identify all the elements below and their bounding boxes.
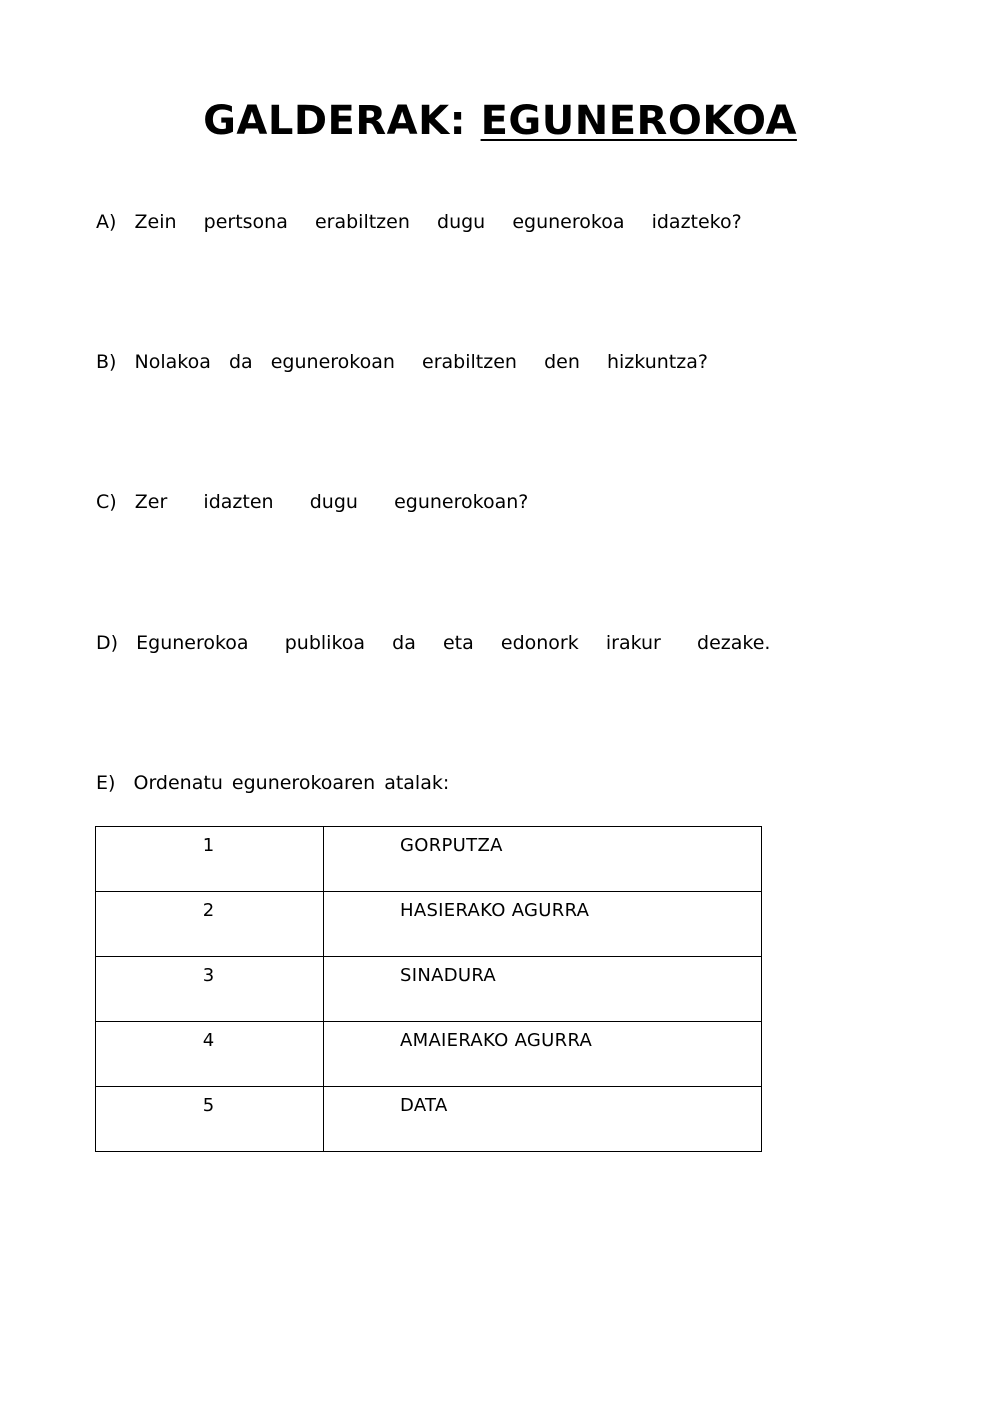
row-label-cell — [324, 827, 762, 892]
title-prefix: GALDERAK: — [203, 98, 467, 144]
table-row — [96, 1022, 762, 1087]
table-row — [96, 827, 762, 892]
row-label: HASIERAKO AGURRA — [400, 900, 590, 921]
title-topic: EGUNEROKOA — [480, 98, 797, 144]
row-number: 4 — [202, 1030, 215, 1051]
row-number: 3 — [202, 965, 215, 986]
row-number-cell — [96, 1087, 324, 1152]
row-label-cell — [324, 892, 762, 957]
question-a: A) Zein pertsona erabiltzen dugu egunerokoa idazteko? — [96, 211, 742, 233]
row-number: 1 — [202, 835, 215, 856]
row-number-cell — [96, 827, 324, 892]
row-label: GORPUTZA — [400, 835, 503, 856]
row-label: AMAIERAKO AGURRA — [400, 1030, 593, 1051]
row-label-cell — [324, 957, 762, 1022]
row-label-cell — [324, 1087, 762, 1152]
row-number-cell — [96, 1022, 324, 1087]
table-row — [96, 1087, 762, 1152]
question-d: D) Egunerokoa publikoa da eta edonork irakur dezake. — [96, 632, 771, 654]
question-c: C) Zer idazten dugu egunerokoan? — [96, 491, 529, 513]
question-b: B) Nolakoa da egunerokoan erabiltzen den hizkuntza? — [96, 351, 708, 373]
row-label: DATA — [400, 1095, 448, 1116]
row-number: 5 — [202, 1095, 215, 1116]
page-title — [0, 98, 1000, 144]
row-number-cell — [96, 957, 324, 1022]
parts-table — [95, 826, 762, 1152]
row-number-cell — [96, 892, 324, 957]
table-row — [96, 957, 762, 1022]
question-e: E) Ordenatu egunerokoaren atalak: — [96, 772, 450, 794]
table-row — [96, 892, 762, 957]
row-label: SINADURA — [400, 965, 497, 986]
row-number: 2 — [202, 900, 215, 921]
row-label-cell — [324, 1022, 762, 1087]
